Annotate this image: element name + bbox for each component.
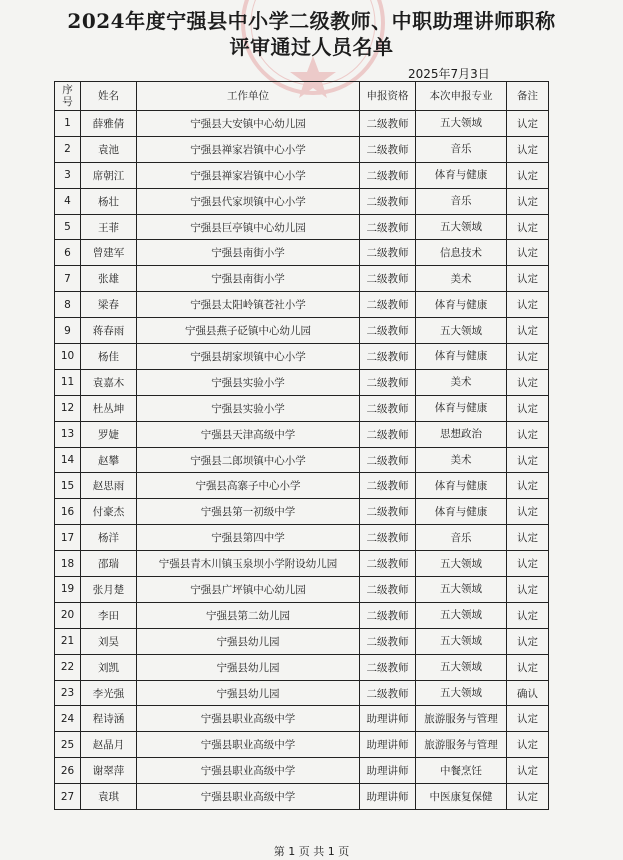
cell-serial: 20: [55, 602, 81, 628]
table-row: [55, 602, 549, 628]
table-row: [55, 758, 549, 784]
cell-name: 罗婕: [81, 421, 137, 447]
cell-workplace: 宁强县青木川镇玉泉坝小学附设幼儿园: [137, 551, 360, 577]
table-row: [55, 395, 549, 421]
title-line-2: 评审通过人员名单: [229, 35, 394, 59]
cell-serial: 21: [55, 628, 81, 654]
cell-serial: 24: [55, 706, 81, 732]
cell-specialty: 五大领域: [416, 602, 507, 628]
cell-workplace: 宁强县胡家坝镇中心小学: [137, 344, 360, 370]
cell-specialty: 五大领域: [416, 111, 507, 137]
cell-qualification: 助理讲师: [360, 758, 416, 784]
header-serial: 序 号: [55, 82, 81, 111]
document-title: [0, 8, 623, 60]
cell-name: 席朝江: [81, 162, 137, 188]
cell-specialty: 信息技术: [416, 240, 507, 266]
cell-serial: 7: [55, 266, 81, 292]
cell-remark: 认定: [507, 369, 549, 395]
table-row: [55, 525, 549, 551]
cell-qualification: 二级教师: [360, 369, 416, 395]
cell-qualification: 二级教师: [360, 680, 416, 706]
cell-serial: 13: [55, 421, 81, 447]
table-row: [55, 214, 549, 240]
cell-specialty: 体育与健康: [416, 292, 507, 318]
cell-name: 张月楚: [81, 577, 137, 603]
cell-serial: 16: [55, 499, 81, 525]
cell-remark: 认定: [507, 214, 549, 240]
table-row: [55, 240, 549, 266]
table-row: [55, 551, 549, 577]
cell-workplace: 宁强县广坪镇中心幼儿园: [137, 577, 360, 603]
cell-specialty: 体育与健康: [416, 473, 507, 499]
cell-specialty: 音乐: [416, 525, 507, 551]
table-header-row: [55, 82, 549, 111]
cell-specialty: 五大领域: [416, 551, 507, 577]
cell-remark: 认定: [507, 266, 549, 292]
cell-qualification: 助理讲师: [360, 706, 416, 732]
cell-workplace: 宁强县二郎坝镇中心小学: [137, 447, 360, 473]
cell-workplace: 宁强县大安镇中心幼儿园: [137, 111, 360, 137]
cell-qualification: 二级教师: [360, 214, 416, 240]
cell-remark: 认定: [507, 344, 549, 370]
cell-name: 李光强: [81, 680, 137, 706]
cell-workplace: 宁强县巨亭镇中心幼儿园: [137, 214, 360, 240]
table-row: [55, 577, 549, 603]
table-row: [55, 732, 549, 758]
header-name: 姓名: [81, 82, 137, 111]
cell-qualification: 二级教师: [360, 266, 416, 292]
cell-serial: 19: [55, 577, 81, 603]
cell-remark: 认定: [507, 577, 549, 603]
cell-specialty: 中医康复保健: [416, 784, 507, 810]
title-line-1: 2024年度宁强县中小学二级教师、中职助理讲师职称: [67, 9, 556, 33]
table-row: [55, 473, 549, 499]
cell-qualification: 二级教师: [360, 421, 416, 447]
cell-workplace: 宁强县天津高级中学: [137, 421, 360, 447]
header-workplace: 工作单位: [137, 82, 360, 111]
cell-remark: 认定: [507, 499, 549, 525]
cell-qualification: 助理讲师: [360, 732, 416, 758]
cell-serial: 4: [55, 188, 81, 214]
cell-serial: 10: [55, 344, 81, 370]
cell-specialty: 体育与健康: [416, 499, 507, 525]
table-row: [55, 344, 549, 370]
approved-personnel-table: [54, 81, 549, 810]
cell-serial: 1: [55, 111, 81, 137]
cell-qualification: 二级教师: [360, 136, 416, 162]
table-row: [55, 136, 549, 162]
cell-qualification: 二级教师: [360, 188, 416, 214]
cell-workplace: 宁强县禅家岩镇中心小学: [137, 162, 360, 188]
cell-serial: 5: [55, 214, 81, 240]
cell-serial: 8: [55, 292, 81, 318]
cell-name: 赵晶月: [81, 732, 137, 758]
cell-name: 杨洋: [81, 525, 137, 551]
cell-specialty: 音乐: [416, 188, 507, 214]
header-remark: 备注: [507, 82, 549, 111]
cell-workplace: 宁强县幼儿园: [137, 654, 360, 680]
cell-specialty: 五大领域: [416, 318, 507, 344]
cell-serial: 9: [55, 318, 81, 344]
cell-qualification: 二级教师: [360, 628, 416, 654]
cell-workplace: 宁强县燕子砭镇中心幼儿园: [137, 318, 360, 344]
cell-name: 杜丛坤: [81, 395, 137, 421]
cell-qualification: 二级教师: [360, 473, 416, 499]
table-row: [55, 421, 549, 447]
cell-remark: 认定: [507, 162, 549, 188]
cell-workplace: 宁强县高寨子中心小学: [137, 473, 360, 499]
cell-specialty: 五大领域: [416, 577, 507, 603]
cell-remark: 认定: [507, 318, 549, 344]
document-date: 2025年7月3日: [408, 67, 490, 81]
cell-specialty: 中餐烹饪: [416, 758, 507, 784]
cell-workplace: 宁强县第一初级中学: [137, 499, 360, 525]
cell-remark: 确认: [507, 680, 549, 706]
cell-serial: 17: [55, 525, 81, 551]
cell-name: 刘昊: [81, 628, 137, 654]
cell-workplace: 宁强县禅家岩镇中心小学: [137, 136, 360, 162]
table-row: [55, 266, 549, 292]
cell-qualification: 二级教师: [360, 602, 416, 628]
cell-workplace: 宁强县职业高级中学: [137, 758, 360, 784]
cell-specialty: 美术: [416, 266, 507, 292]
cell-name: 薛雅倩: [81, 111, 137, 137]
cell-remark: 认定: [507, 136, 549, 162]
cell-specialty: 美术: [416, 369, 507, 395]
table-row: [55, 318, 549, 344]
cell-remark: 认定: [507, 525, 549, 551]
cell-workplace: 宁强县幼儿园: [137, 628, 360, 654]
table-row: [55, 111, 549, 137]
cell-specialty: 五大领域: [416, 214, 507, 240]
cell-qualification: 二级教师: [360, 499, 416, 525]
cell-qualification: 二级教师: [360, 447, 416, 473]
cell-serial: 11: [55, 369, 81, 395]
cell-name: 袁嘉木: [81, 369, 137, 395]
cell-name: 袁琪: [81, 784, 137, 810]
cell-specialty: 体育与健康: [416, 162, 507, 188]
cell-remark: 认定: [507, 188, 549, 214]
table-row: [55, 447, 549, 473]
cell-qualification: 二级教师: [360, 318, 416, 344]
cell-serial: 22: [55, 654, 81, 680]
cell-name: 刘凯: [81, 654, 137, 680]
cell-specialty: 旅游服务与管理: [416, 706, 507, 732]
cell-workplace: 宁强县幼儿园: [137, 680, 360, 706]
cell-qualification: 二级教师: [360, 525, 416, 551]
cell-workplace: 宁强县实验小学: [137, 369, 360, 395]
cell-serial: 2: [55, 136, 81, 162]
cell-remark: 认定: [507, 784, 549, 810]
cell-workplace: 宁强县第二幼儿园: [137, 602, 360, 628]
cell-name: 王菲: [81, 214, 137, 240]
cell-workplace: 宁强县南街小学: [137, 240, 360, 266]
cell-name: 杨壮: [81, 188, 137, 214]
cell-workplace: 宁强县南街小学: [137, 266, 360, 292]
cell-qualification: 二级教师: [360, 395, 416, 421]
cell-name: 张雄: [81, 266, 137, 292]
cell-qualification: 二级教师: [360, 162, 416, 188]
cell-workplace: 宁强县职业高级中学: [137, 706, 360, 732]
cell-specialty: 五大领域: [416, 680, 507, 706]
cell-remark: 认定: [507, 628, 549, 654]
cell-serial: 26: [55, 758, 81, 784]
cell-name: 赵攀: [81, 447, 137, 473]
cell-serial: 6: [55, 240, 81, 266]
cell-serial: 12: [55, 395, 81, 421]
cell-name: 程诗涵: [81, 706, 137, 732]
cell-name: 梁春: [81, 292, 137, 318]
table-row: [55, 499, 549, 525]
cell-workplace: 宁强县代家坝镇中心小学: [137, 188, 360, 214]
cell-remark: 认定: [507, 758, 549, 784]
table-row: [55, 292, 549, 318]
cell-qualification: 二级教师: [360, 654, 416, 680]
cell-workplace: 宁强县实验小学: [137, 395, 360, 421]
cell-serial: 14: [55, 447, 81, 473]
cell-serial: 27: [55, 784, 81, 810]
cell-serial: 18: [55, 551, 81, 577]
cell-qualification: 助理讲师: [360, 784, 416, 810]
cell-qualification: 二级教师: [360, 344, 416, 370]
table-row: [55, 654, 549, 680]
page-footer: 第 1 页 共 1 页: [273, 845, 350, 858]
cell-remark: 认定: [507, 395, 549, 421]
table-row: [55, 784, 549, 810]
header-qualification: 申报资格: [360, 82, 416, 111]
cell-specialty: 美术: [416, 447, 507, 473]
table-row: [55, 628, 549, 654]
cell-remark: 认定: [507, 551, 549, 577]
cell-qualification: 二级教师: [360, 551, 416, 577]
cell-serial: 23: [55, 680, 81, 706]
cell-specialty: 五大领域: [416, 654, 507, 680]
cell-specialty: 体育与健康: [416, 344, 507, 370]
cell-remark: 认定: [507, 292, 549, 318]
cell-remark: 认定: [507, 421, 549, 447]
cell-workplace: 宁强县职业高级中学: [137, 784, 360, 810]
cell-name: 邵瑞: [81, 551, 137, 577]
cell-workplace: 宁强县职业高级中学: [137, 732, 360, 758]
cell-remark: 认定: [507, 447, 549, 473]
cell-serial: 3: [55, 162, 81, 188]
cell-name: 赵思雨: [81, 473, 137, 499]
cell-name: 杨佳: [81, 344, 137, 370]
table-row: [55, 680, 549, 706]
cell-name: 付豪杰: [81, 499, 137, 525]
cell-name: 李田: [81, 602, 137, 628]
cell-remark: 认定: [507, 240, 549, 266]
cell-remark: 认定: [507, 473, 549, 499]
cell-name: 谢翠萍: [81, 758, 137, 784]
cell-specialty: 五大领域: [416, 628, 507, 654]
cell-specialty: 旅游服务与管理: [416, 732, 507, 758]
cell-qualification: 二级教师: [360, 292, 416, 318]
cell-remark: 认定: [507, 602, 549, 628]
cell-workplace: 宁强县第四中学: [137, 525, 360, 551]
cell-specialty: 音乐: [416, 136, 507, 162]
cell-remark: 认定: [507, 654, 549, 680]
table-row: [55, 369, 549, 395]
header-specialty: 本次申报专业: [416, 82, 507, 111]
cell-qualification: 二级教师: [360, 111, 416, 137]
cell-remark: 认定: [507, 111, 549, 137]
cell-remark: 认定: [507, 706, 549, 732]
cell-name: 曾建军: [81, 240, 137, 266]
cell-serial: 25: [55, 732, 81, 758]
cell-workplace: 宁强县太阳岭镇苍社小学: [137, 292, 360, 318]
cell-serial: 15: [55, 473, 81, 499]
cell-qualification: 二级教师: [360, 577, 416, 603]
cell-specialty: 思想政治: [416, 421, 507, 447]
cell-qualification: 二级教师: [360, 240, 416, 266]
cell-specialty: 体育与健康: [416, 395, 507, 421]
cell-name: 袁池: [81, 136, 137, 162]
cell-name: 蒋春雨: [81, 318, 137, 344]
table-row: [55, 188, 549, 214]
cell-remark: 认定: [507, 732, 549, 758]
table-row: [55, 162, 549, 188]
table-row: [55, 706, 549, 732]
